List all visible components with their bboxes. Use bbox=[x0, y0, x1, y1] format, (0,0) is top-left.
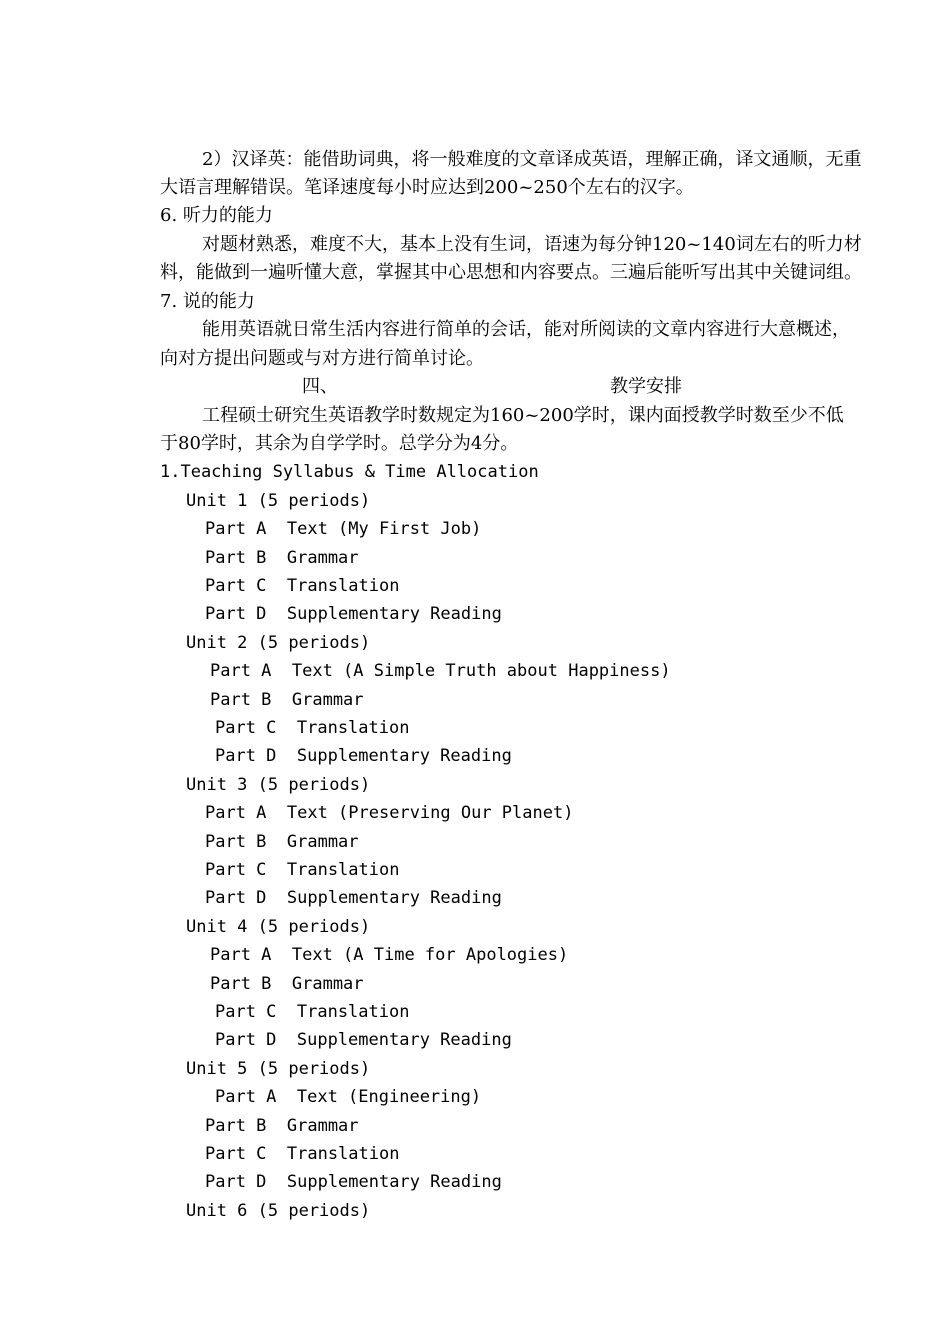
unit-5-part-c: Part C Translation bbox=[205, 1144, 400, 1164]
unit-4-part-b: Part B Grammar bbox=[210, 974, 364, 994]
unit-5-part-b: Part B Grammar bbox=[205, 1116, 359, 1136]
syllabus-heading: 1.Teaching Syllabus & Time Allocation bbox=[160, 462, 539, 482]
unit-2-label: Unit 2 (5 periods) bbox=[186, 633, 371, 653]
unit-2-part-a: Part A Text (A Simple Truth about Happiness) bbox=[210, 661, 671, 681]
section-title: 教学安排 bbox=[610, 376, 682, 397]
unit-3-label: Unit 3 (5 periods) bbox=[186, 775, 371, 795]
unit-4-part-d: Part D Supplementary Reading bbox=[215, 1030, 512, 1050]
unit-1-part-c: Part C Translation bbox=[205, 576, 400, 596]
unit-5-part-d: Part D Supplementary Reading bbox=[205, 1172, 502, 1192]
unit-3-part-b: Part B Grammar bbox=[205, 832, 359, 852]
listening-line-2: 料，能做到一遍听懂大意，掌握其中心思想和内容要点。三遍后能听写出其中关键词组。 bbox=[160, 262, 862, 283]
speaking-line-2: 向对方提出问题或与对方进行简单讨论。 bbox=[160, 348, 484, 369]
unit-4-part-c: Part C Translation bbox=[215, 1002, 410, 1022]
unit-1-part-d: Part D Supplementary Reading bbox=[205, 604, 502, 624]
speaking-line-1: 能用英语就日常生活内容进行简单的会话，能对所阅读的文章内容进行大意概述， bbox=[202, 319, 850, 340]
translation-zh-en-line-1: 2）汉译英：能借助词典，将一般难度的文章译成英语，理解正确，译文通顺，无重 bbox=[202, 149, 862, 170]
section-number: 四、 bbox=[302, 376, 338, 397]
unit-5-label: Unit 5 (5 periods) bbox=[186, 1059, 371, 1079]
unit-1-label: Unit 1 (5 periods) bbox=[186, 491, 371, 511]
unit-4-label: Unit 4 (5 periods) bbox=[186, 917, 371, 937]
unit-6-label: Unit 6 (5 periods) bbox=[186, 1201, 371, 1221]
section-line-1: 工程硕士研究生英语教学时数规定为160~200学时，课内面授教学时数至少不低 bbox=[202, 405, 844, 426]
section-line-2: 于80学时，其余为自学学时。总学分为4分。 bbox=[160, 433, 519, 454]
speaking-heading: 7. 说的能力 bbox=[160, 291, 255, 312]
unit-2-part-b: Part B Grammar bbox=[210, 690, 364, 710]
unit-2-part-c: Part C Translation bbox=[215, 718, 410, 738]
unit-3-part-c: Part C Translation bbox=[205, 860, 400, 880]
listening-line-1: 对题材熟悉，难度不大，基本上没有生词，语速为每分钟120~140词左右的听力材 bbox=[202, 234, 862, 255]
unit-5-part-a: Part A Text (Engineering) bbox=[215, 1087, 482, 1107]
listening-heading: 6. 听力的能力 bbox=[160, 205, 273, 226]
unit-3-part-a: Part A Text (Preserving Our Planet) bbox=[205, 803, 574, 823]
unit-2-part-d: Part D Supplementary Reading bbox=[215, 746, 512, 766]
translation-zh-en-line-2: 大语言理解错误。笔译速度每小时应达到200~250个左右的汉字。 bbox=[160, 177, 694, 198]
unit-1-part-b: Part B Grammar bbox=[205, 548, 359, 568]
unit-1-part-a: Part A Text (My First Job) bbox=[205, 519, 482, 539]
unit-4-part-a: Part A Text (A Time for Apologies) bbox=[210, 945, 569, 965]
unit-3-part-d: Part D Supplementary Reading bbox=[205, 888, 502, 908]
